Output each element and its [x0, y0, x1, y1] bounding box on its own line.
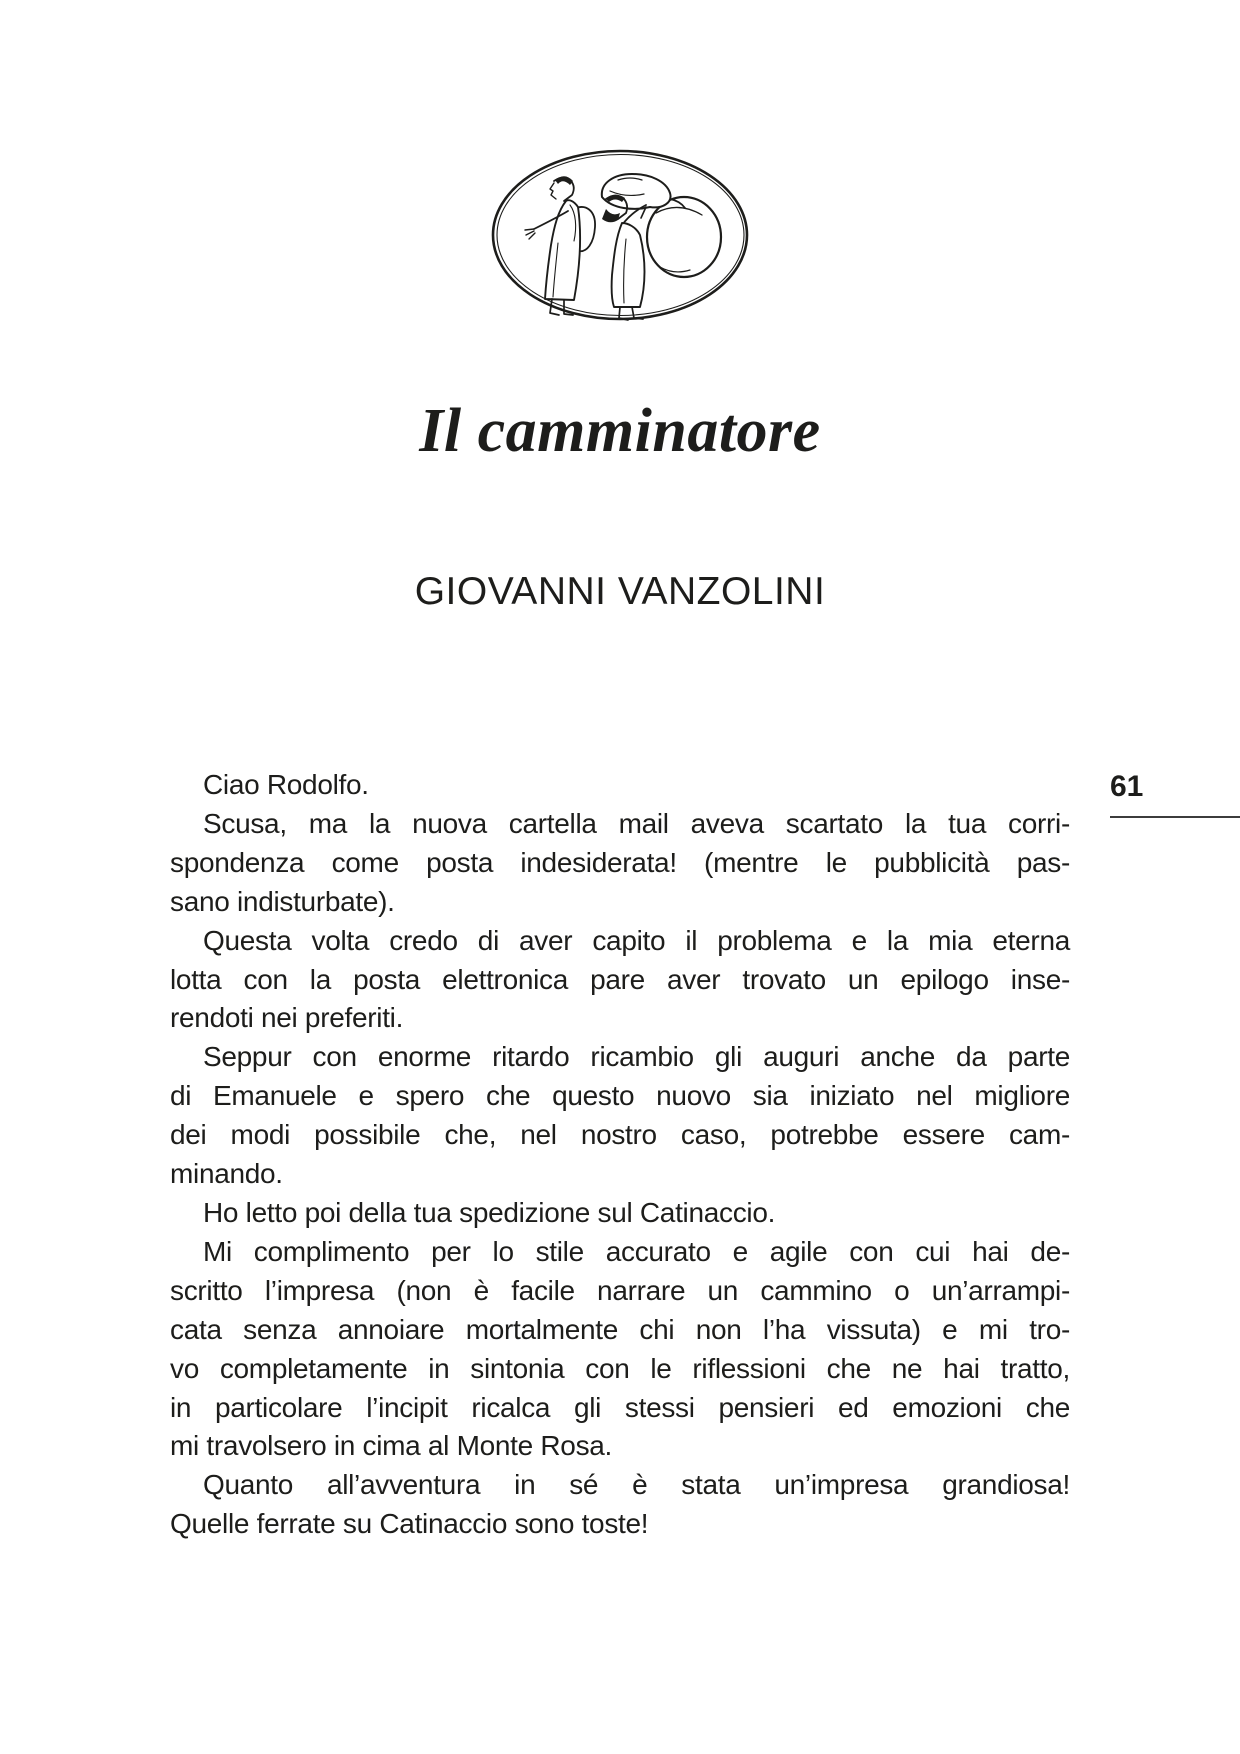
text-line: sano indisturbate). [170, 885, 395, 917]
text-line: Seppur con enorme ritardo ricambio gli auguri anche da parte [203, 1041, 1070, 1073]
walkers-emblem [488, 147, 752, 323]
text-line: in particolare l’incipit ricalca gli stessi pensieri ed emozioni che [170, 1391, 1070, 1423]
body-text [170, 766, 1070, 1544]
text-line: di Emanuele e spero che questo nuovo sia iniziato nel migliore [170, 1080, 1070, 1112]
text-line: cata senza annoiare mortalmente chi non l’ha vissuta) e mi tro- [170, 1313, 1070, 1345]
text-line: Ciao Rodolfo. [203, 769, 369, 800]
text-line: scritto l’impresa (non è facile narrare un cammino o un’arrampi- [170, 1274, 1070, 1306]
author-name: GIOVANNI VANZOLINI [414, 570, 826, 613]
text-line: lotta con la posta elettronica pare aver trovato un epilogo inse- [170, 963, 1070, 995]
text-line: minando. [170, 1158, 283, 1190]
page-number: 61 [1110, 770, 1144, 803]
text-line: Quanto all’avventura in sé è stata un’impresa grandiosa! [203, 1469, 1070, 1501]
text-line: spondenza come posta indesiderata! (mentre le pubblicità pas- [170, 846, 1070, 878]
text-line: Questa volta credo di aver capito il problema e la mia eterna [203, 924, 1070, 956]
chapter-title: Il camminatore [419, 397, 821, 465]
text-line: dei modi possibile che, nel nostro caso, potrebbe essere cam- [170, 1119, 1070, 1151]
text-line: rendoti nei preferiti. [170, 1002, 404, 1034]
page-number-rule [1110, 816, 1240, 818]
text-line: mi travolsero in cima al Monte Rosa. [170, 1430, 613, 1462]
text-line: Ho letto poi della tua spedizione sul Catinaccio. [203, 1196, 776, 1228]
text-line: Mi complimento per lo stile accurato e agile con cui hai de- [203, 1235, 1070, 1267]
text-line: Scusa, ma la nuova cartella mail aveva scartato la tua corri- [203, 807, 1070, 839]
text-line: vo completamente in sintonia con le riflessioni che ne hai tratto, [170, 1352, 1070, 1384]
text-line: Quelle ferrate su Catinaccio sono toste! [170, 1508, 649, 1540]
two-pilgrims-walking-icon [488, 147, 752, 323]
